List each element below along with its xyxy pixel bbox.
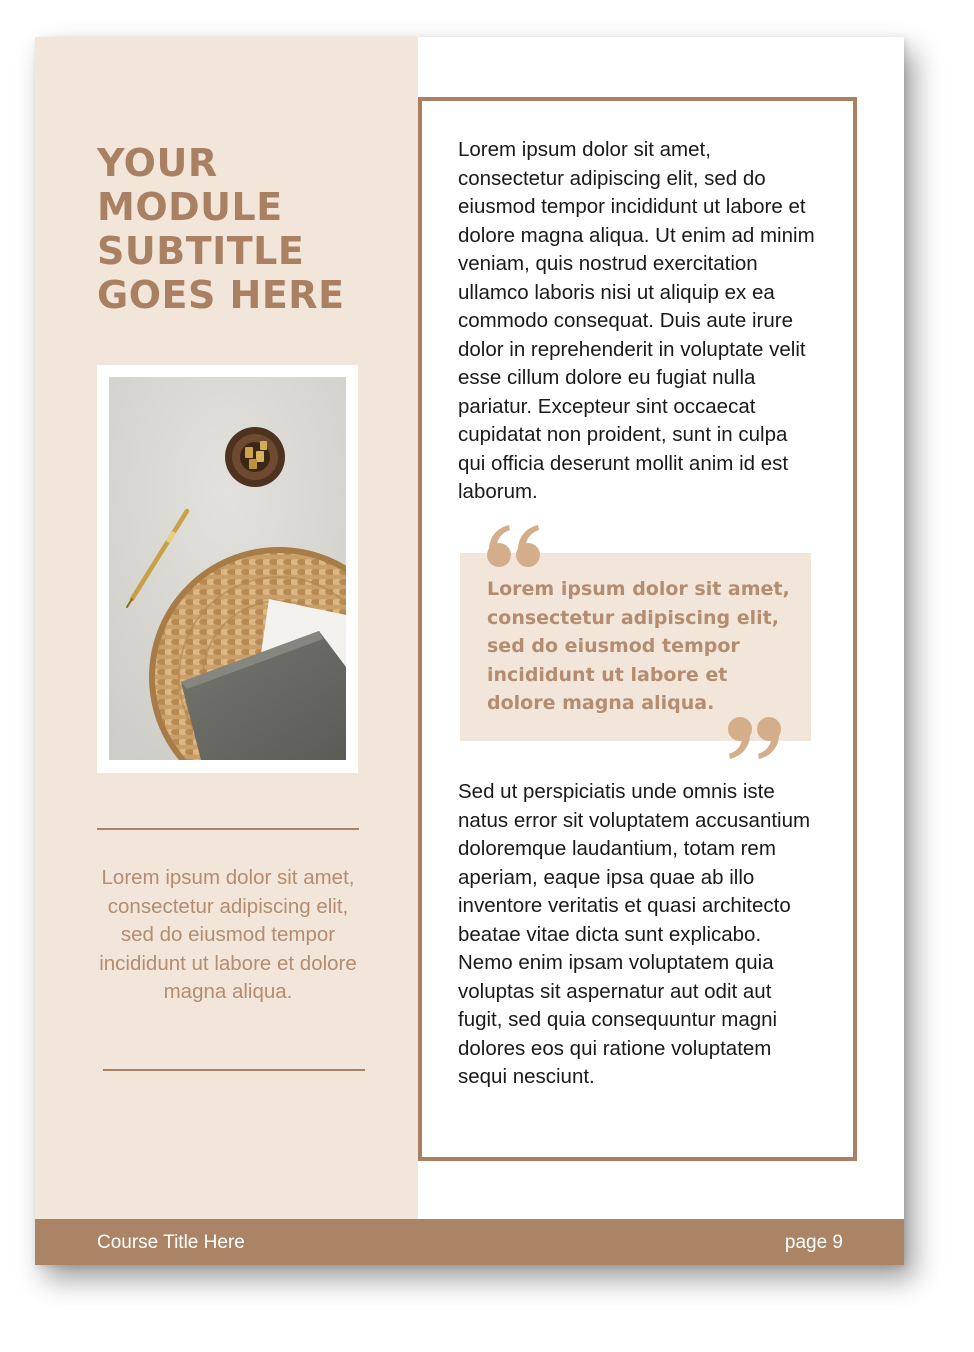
- body-paragraph-1: Lorem ipsum dolor sit amet, consectetur adipiscing elit, sed do eiusmod tempor incididunt ut labore et dolore magna aliqua. Ut enim ad minim veniam, quis nostrud exercitation ullamco laboris nisi ut aliquip ex ea commodo consequat. Duis aute irure dolor in reprehenderit in voluptate velit esse cillum dolore eu fugiat nulla pariatur. Excepteur sint occaecat cupidatat non proident, sunt in culpa qui officia deserunt mollit anim id est laborum.: [458, 138, 815, 503]
- photo-frame: [97, 365, 358, 773]
- divider-top: [97, 828, 359, 830]
- page-number: page 9: [784, 1232, 843, 1253]
- close-quote-icon: [723, 713, 783, 761]
- body-paragraph-2: Sed ut perspiciatis unde omnis iste natus error sit voluptatem accusantium doloremque laudantium, totam rem aperiam, eaque ipsa quae ab illo inventore veritatis et quasi architecto beatae vitae dicta sunt explicabo. Nemo enim ipsam voluptatem quia voluptas sit aspernatur aut odit aut fugit, sed quia consequuntur magni dolores eos qui ratione voluptatem sequi nesciunt.: [458, 780, 811, 1088]
- desk-flatlay-photo: [109, 377, 346, 760]
- divider-bottom: [103, 1069, 365, 1071]
- open-quote-icon: [485, 523, 545, 571]
- sidebar-blurb: Lorem ipsum dolor sit amet, consectetur adipiscing elit, sed do eiusmod tempor incididunt ut labore et dolore magna aliqua.: [99, 866, 357, 1003]
- left-sidebar: [35, 37, 418, 1219]
- document-page: [35, 37, 904, 1265]
- page-footer: [35, 1219, 904, 1265]
- module-subtitle: YOUR MODULE SUBTITLE GOES HERE: [97, 141, 345, 317]
- pull-quote-text: Lorem ipsum dolor sit amet, consectetur adipiscing elit, sed do eiusmod tempor incididunt ut labore et dolore magna aliqua.: [487, 578, 790, 714]
- course-title: Course Title Here: [97, 1232, 245, 1253]
